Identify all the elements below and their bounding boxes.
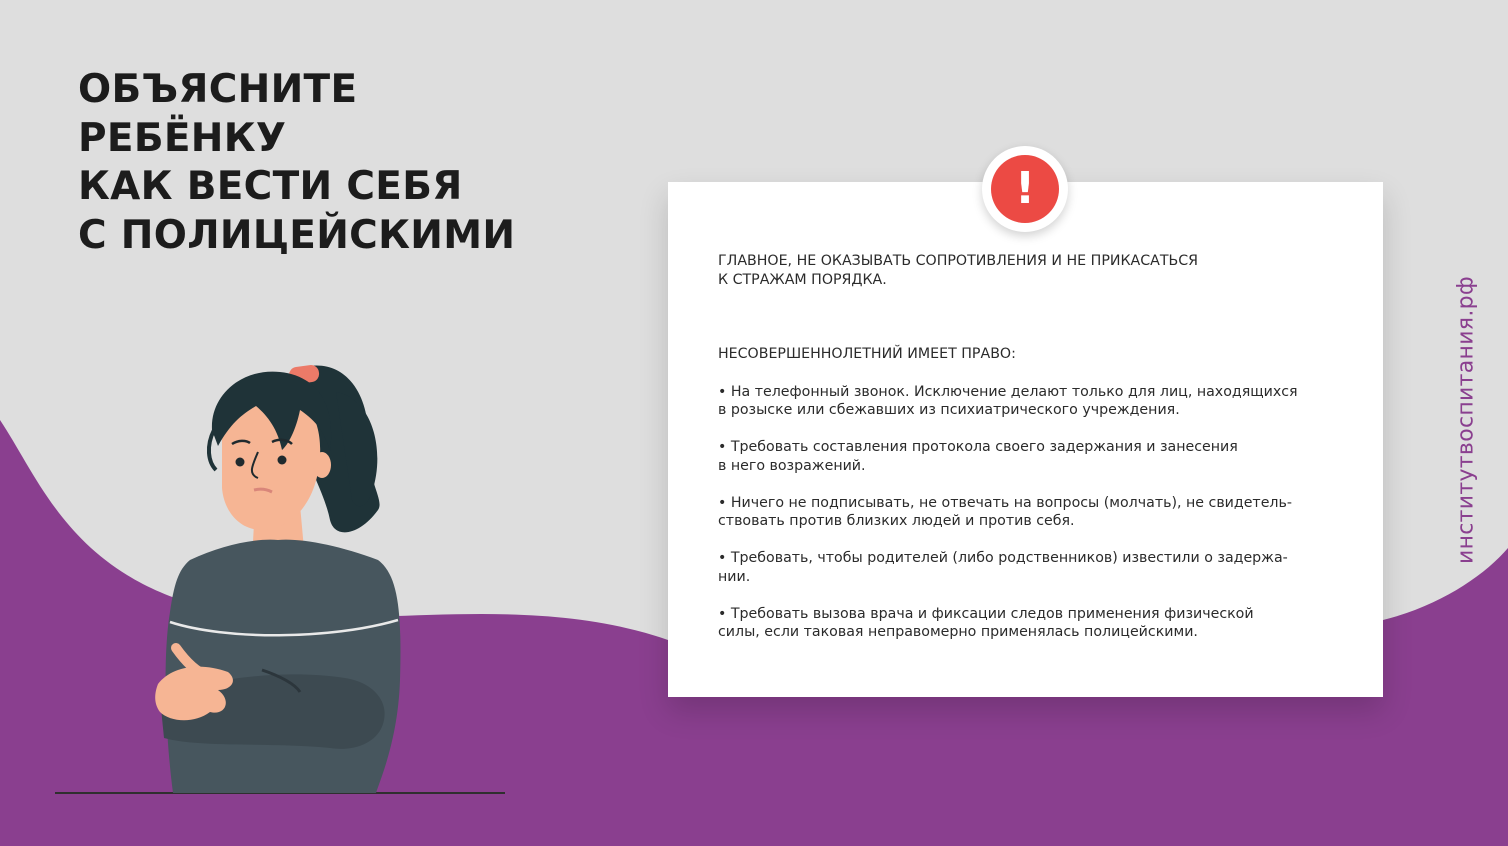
girl-illustration bbox=[40, 352, 520, 802]
list-item: • На телефонный звонок. Исключение делают только для лиц, находящихся в розыске или сбежавших из психиатрического учреждения. bbox=[718, 383, 1298, 418]
list-item: • Требовать составления протокола своего задержания и занесения в него возражений. bbox=[718, 439, 1238, 474]
main-rule bbox=[718, 252, 1338, 289]
list-item: • Ничего не подписывать, не отвечать на вопросы (молчать), не свидетель- ствовать против близких людей и против себя. bbox=[718, 494, 1292, 529]
exclamation-icon bbox=[982, 146, 1068, 232]
rules-card bbox=[668, 163, 1383, 697]
page-title bbox=[78, 66, 515, 260]
list-item: • Требовать вызова врача и фиксации следов применения физической силы, если таковая неправомерно применялась полицейскими. bbox=[718, 605, 1254, 640]
title-line: РЕБЁНКУ bbox=[78, 115, 287, 161]
title-line: С ПОЛИЦЕЙСКИМИ bbox=[78, 212, 516, 258]
main-rule-line: К СТРАЖАМ ПОРЯДКА. bbox=[718, 271, 887, 288]
site-label-text: институтвоспитания.рф bbox=[1453, 275, 1479, 565]
title-line: КАК ВЕСТИ СЕБЯ bbox=[78, 164, 463, 209]
alert-symbol: ! bbox=[991, 155, 1059, 223]
list-item: • Требовать, чтобы родителей (либо родственников) известили о задержа- нии. bbox=[718, 550, 1288, 585]
rights-heading: НЕСОВЕРШЕННОЛЕТНИЙ ИМЕЕТ ПРАВО: bbox=[718, 346, 1016, 362]
site-label bbox=[1451, 275, 1481, 565]
main-rule-line: ГЛАВНОЕ, НЕ ОКАЗЫВАТЬ СОПРОТИВЛЕНИЯ И НЕ ПРИКАСАТЬСЯ bbox=[718, 253, 1199, 269]
title-line: ОБЪЯСНИТЕ bbox=[78, 67, 358, 112]
